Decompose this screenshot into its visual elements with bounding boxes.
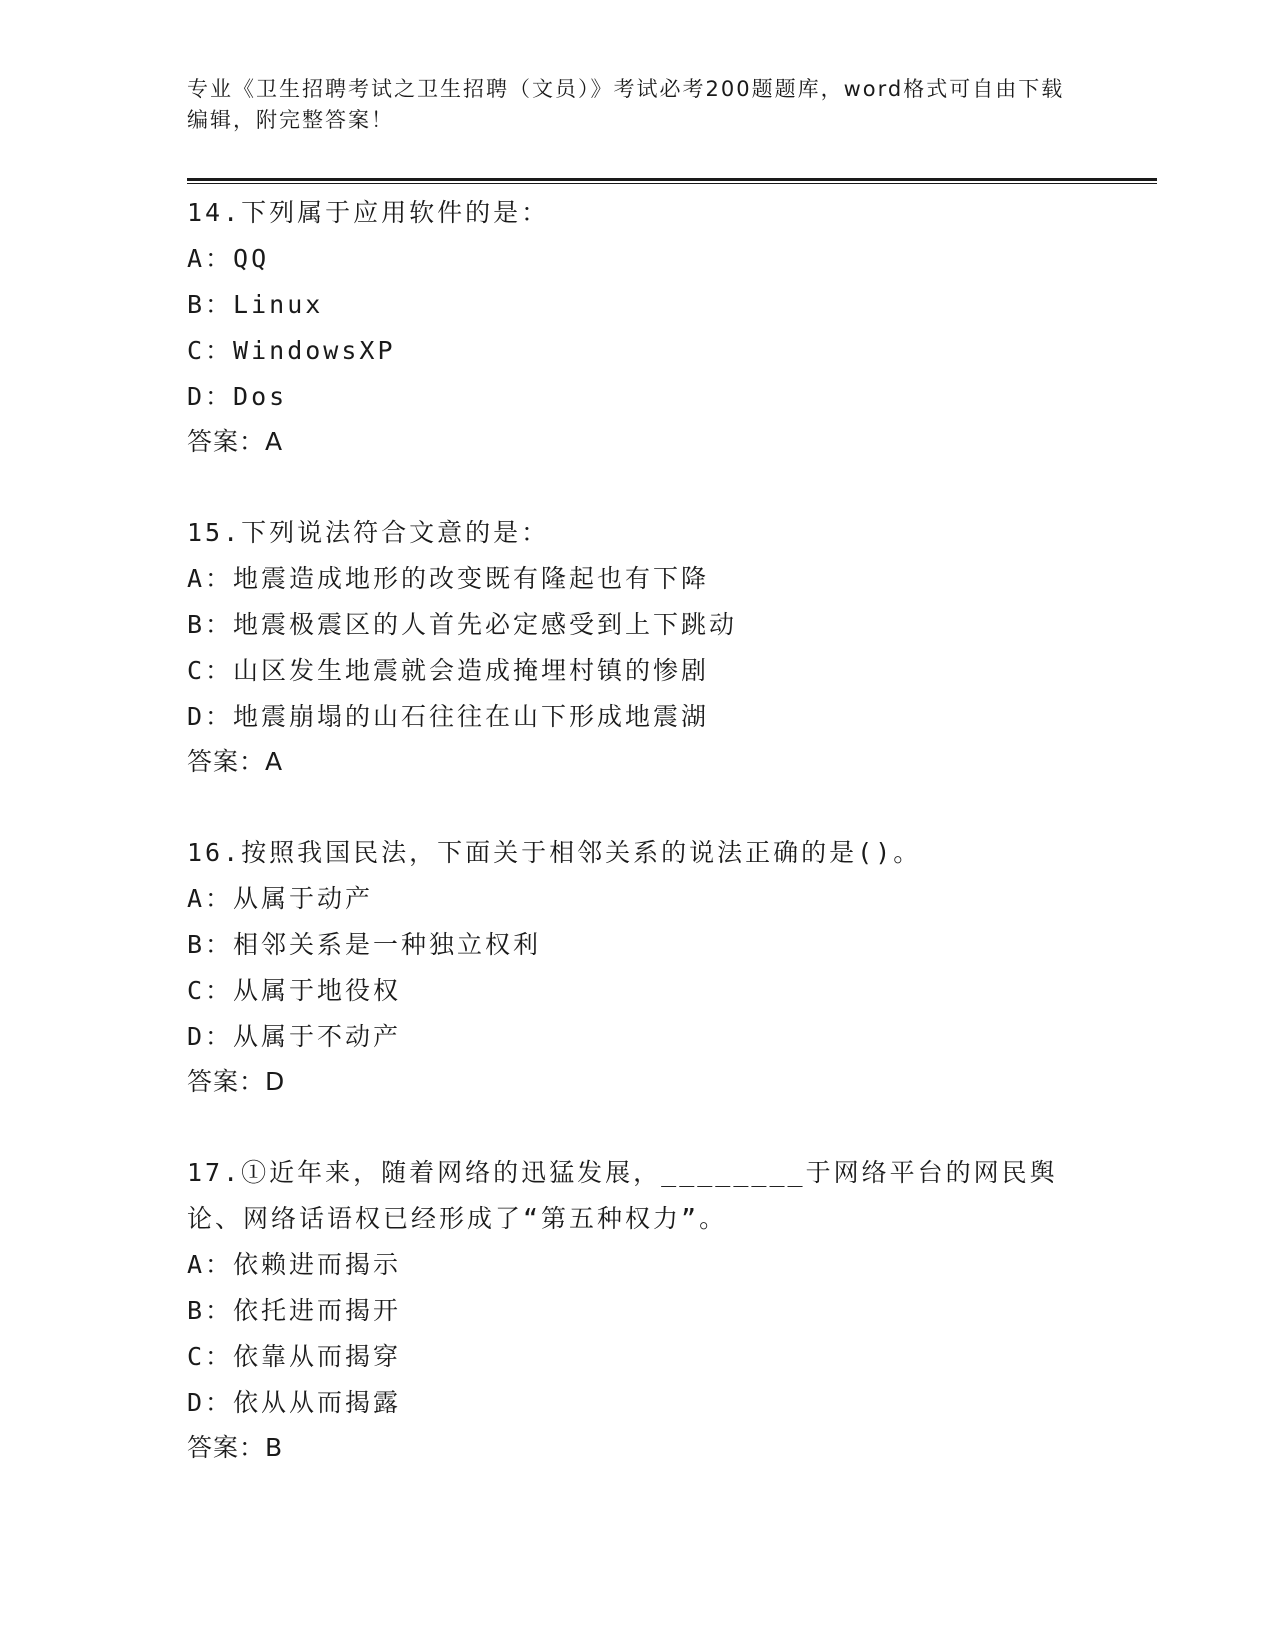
question-16 — [187, 830, 1087, 1104]
option-a: A：QQ — [187, 244, 270, 273]
option-d: D：Dos — [187, 382, 288, 411]
document-header: 专业《卫生招聘考试之卫生招聘（文员）》考试必考200题题库，word格式可自由下载编辑，附完整答案！ — [187, 77, 1065, 132]
question-14 — [187, 190, 1087, 464]
option-b: B：依托进而揭开 — [187, 1296, 402, 1325]
header-divider — [187, 178, 1157, 181]
answer-line: 答案：B — [187, 1433, 284, 1462]
option-d: D：依从从而揭露 — [187, 1388, 402, 1417]
answer-line: 答案：D — [187, 1067, 286, 1096]
question-15 — [187, 510, 1087, 784]
answer-line: 答案：A — [187, 427, 284, 456]
option-c: C：依靠从而揭穿 — [187, 1342, 402, 1371]
option-d: D：地震崩塌的山石往往在山下形成地震湖 — [187, 702, 710, 731]
option-a: A：从属于动产 — [187, 884, 374, 913]
option-a: A：地震造成地形的改变既有隆起也有下降 — [187, 564, 710, 593]
header-divider-thin — [187, 183, 1157, 184]
question-stem: 17.①近年来，随着网络的迅猛发展，________于网络平台的网民舆论、网络话语权已经形成了“第五种权力”。 — [187, 1158, 1058, 1233]
option-b: B：Linux — [187, 290, 324, 319]
question-stem: 14.下列属于应用软件的是： — [187, 198, 550, 227]
question-stem: 16.按照我国民法，下面关于相邻关系的说法正确的是()。 — [187, 838, 922, 867]
option-a: A：依赖进而揭示 — [187, 1250, 402, 1279]
question-17 — [187, 1150, 1087, 1470]
option-b: B：相邻关系是一种独立权利 — [187, 930, 542, 959]
option-c: C：从属于地役权 — [187, 976, 402, 1005]
option-c: C：WindowsXP — [187, 336, 396, 365]
option-b: B：地震极震区的人首先必定感受到上下跳动 — [187, 610, 738, 639]
answer-line: 答案：A — [187, 747, 284, 776]
option-c: C：山区发生地震就会造成掩埋村镇的惨剧 — [187, 656, 710, 685]
option-d: D：从属于不动产 — [187, 1022, 402, 1051]
question-stem: 15.下列说法符合文意的是： — [187, 518, 550, 547]
